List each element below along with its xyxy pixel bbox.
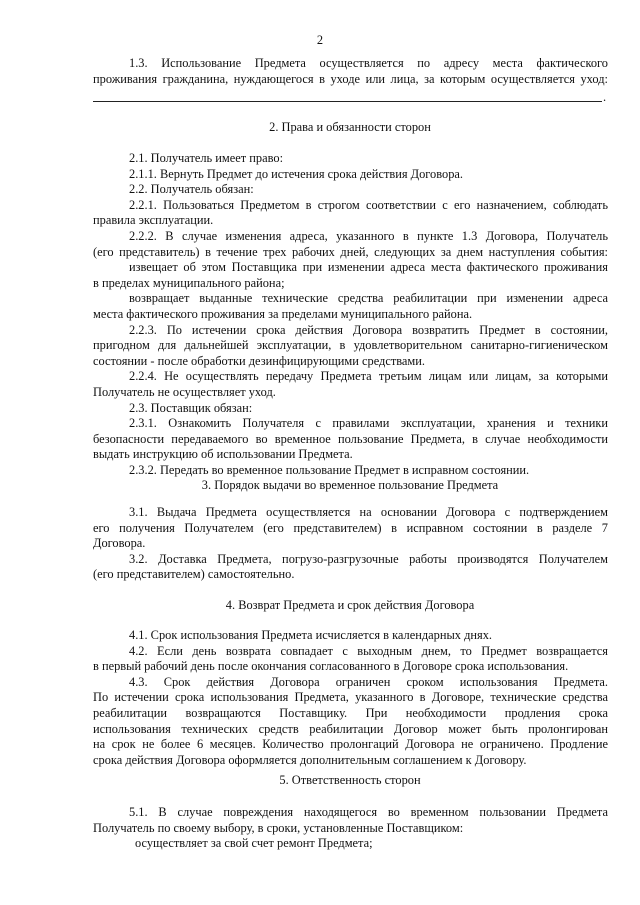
clause-2-2-4-line: Получатель не осуществляет уход. [93, 384, 276, 399]
clause-2-2-1-line: правила эксплуатации. [93, 213, 214, 228]
section-5-body [93, 805, 608, 852]
clause-3-1-line: его получения Получателем (его представителем) в исправном состоянии в разделе 7 [93, 520, 608, 535]
clause-1-3 [93, 56, 608, 87]
clause-2-1-1: 2.1.1. Вернуть Предмет до истечения срока действия Договора. [129, 166, 464, 181]
clause-2-3-1-line: безопасности передаваемого во временное пользование Предмета, в случае необходимости [93, 431, 608, 446]
clause-2-2-4-line: 2.2.4. Не осуществлять передачу Предмета третьим лицам или лицам, за которыми [129, 369, 608, 384]
clause-2-3: 2.3. Поставщик обязан: [129, 400, 253, 415]
clause-1-3-line: 1.3. Использование Предмета осуществляется по адресу места фактического [129, 56, 608, 70]
clause-4-3-line: реабилитации возвращаются Поставщику. При необходимости продления срока [93, 705, 608, 720]
clause-2-1: 2.1. Получатель имеет право: [129, 151, 284, 165]
clause-2-2-1-line: 2.2.1. Пользоваться Предметом в строгом соответствии с его назначением, соблюдать [129, 197, 608, 212]
section-3-heading: 3. Порядок выдачи во временное пользование Предмета [201, 478, 499, 492]
section-4-heading: 4. Возврат Предмета и срок действия Договора [225, 598, 475, 612]
clause-4-2-line: 4.2. Если день возврата совпадает с выходным днем, то Предмет возвращается [129, 643, 608, 658]
page-number: 2 [316, 33, 324, 47]
section-4-body [93, 628, 608, 768]
clause-4-3-line: 4.3. Срок действия Договора ограничен сроком использования Предмета. [129, 674, 608, 689]
section-2-heading: 2. Права и обязанности сторон [269, 120, 431, 134]
clause-2-3-1-line: 2.3.1. Ознакомить Получателя с правилами эксплуатации, хранения и техники [129, 416, 608, 431]
clause-2-2-3-line: 2.2.3. По истечении срока действия Договора возвратить Предмет в состоянии, [129, 322, 608, 337]
clause-2-2: 2.2. Получатель обязан: [129, 182, 254, 197]
clause-3-2-line: (его представителем) самостоятельно. [93, 567, 295, 582]
clause-2-2-3-line: состоянии - после обработки дезинфицирующими средствами. [93, 353, 425, 368]
clause-2-2-3-line: пригодном для дальнейшей эксплуатации, в удовлетворительном санитарно-гигиеническом [93, 338, 608, 353]
clause-1-3-line: проживания гражданина, нуждающегося в уходе или лица, за которым осуществляется уход: [93, 71, 608, 86]
clause-4-3-line: По истечении срока использования Предмета, указанного в Договоре, технические средства [93, 690, 608, 705]
clause-4-3-line: использования технических средств реабилитации Договор может быть пролонгирован [93, 721, 608, 736]
clause-4-2-line: в первый рабочий день после окончания согласованного в Договоре срока использования. [93, 659, 569, 674]
clause-3-2-line: 3.2. Доставка Предмета, погрузо-разгрузочные работы производятся Получателем [129, 551, 608, 566]
clause-2-2-2-line: в пределах муниципального района; [93, 275, 285, 290]
clause-4-3-line: срока действия Договора оформляется дополнительным соглашением к Договору. [93, 752, 527, 767]
clause-3-1-line: Договора. [93, 536, 146, 551]
address-blank-line [93, 101, 602, 102]
section-5-heading: 5. Ответственность сторон [279, 773, 421, 787]
clause-4-1: 4.1. Срок использования Предмета исчисляется в календарных днях. [129, 628, 493, 642]
clause-2-3-2: 2.3.2. Передать во временное пользование Предмет в исправном состоянии. [129, 462, 530, 477]
clause-4-3-line: на срок не более 6 месяцев. Количество пролонгаций Договора не ограничено. Продление [93, 737, 608, 752]
clause-5-1-line: осуществляет за свой счет ремонт Предмета; [135, 836, 373, 851]
clause-5-1-line: Получатель по своему выбору, в сроки, установленные Поставщиком: [93, 820, 464, 835]
clause-2-2-2-line: извещает об этом Поставщика при изменении адреса места фактического проживания [129, 260, 608, 275]
clause-2-2-2-line: (его представитель) в течение трех рабочих дней, следующих за днем наступления события: [93, 244, 608, 259]
clause-3-1-line: 3.1. Выдача Предмета осуществляется на основании Договора с подтверждением [129, 505, 608, 519]
clause-5-1-line: 5.1. В случае повреждения находящегося во временном пользовании Предмета [129, 805, 608, 819]
clause-2-3-1-line: выдать инструкцию об использовании Предмета. [93, 447, 353, 462]
clause-2-2-2-line: возвращает выданные технические средства реабилитации при изменении адреса [129, 291, 608, 306]
clause-2-2-2-line: 2.2.2. В случае изменения адреса, указанного в пункте 1.3 Договора, Получатель [129, 228, 608, 243]
section-3-body [93, 505, 608, 583]
clause-2-2-2-line: места фактического проживания за пределами муниципального района. [93, 306, 473, 321]
section-2-body [93, 151, 608, 478]
address-blank-end: . [603, 90, 607, 104]
